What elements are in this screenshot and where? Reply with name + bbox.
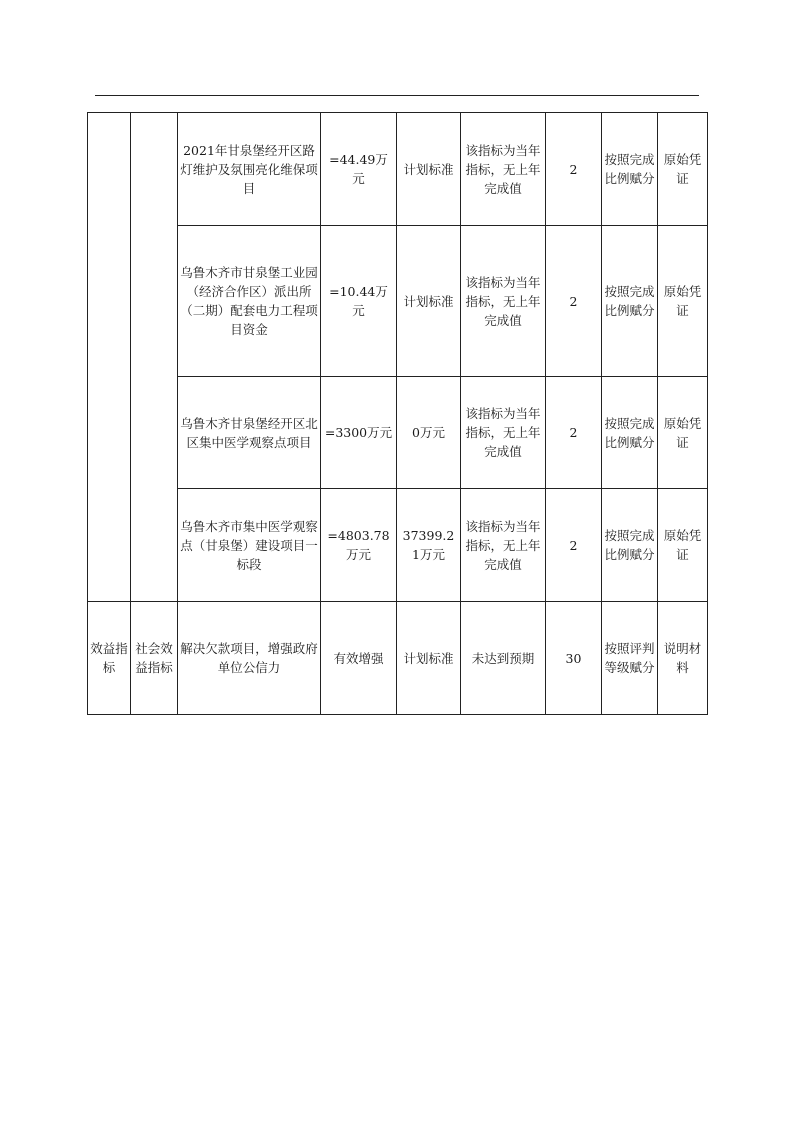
level2-indicator-cell: 社会效益指标 [131, 602, 178, 715]
evidence-cell: 原始凭证 [658, 226, 708, 377]
analysis-cell: 该指标为当年指标，无上年完成值 [461, 489, 546, 602]
analysis-cell: 未达到预期 [461, 602, 546, 715]
actual-value-cell: 0万元 [397, 377, 461, 489]
table-row [88, 226, 708, 377]
evidence-cell: 原始凭证 [658, 377, 708, 489]
target-value-cell: =3300万元 [321, 377, 397, 489]
target-value-cell: 有效增强 [321, 602, 397, 715]
performance-table [87, 112, 708, 715]
weight-cell: 2 [546, 226, 602, 377]
weight-cell: 2 [546, 113, 602, 226]
level1-indicator-cell: 效益指标 [88, 602, 131, 715]
level1-cell-empty [88, 113, 131, 602]
scoring-method-cell: 按照完成比例赋分 [602, 489, 658, 602]
table-row [88, 113, 708, 226]
analysis-cell: 该指标为当年指标，无上年完成值 [461, 377, 546, 489]
scoring-method-cell: 按照完成比例赋分 [602, 226, 658, 377]
project-name-cell: 乌鲁木齐市甘泉堡工业园（经济合作区）派出所（二期）配套电力工程项目资金 [178, 226, 321, 377]
analysis-cell: 该指标为当年指标，无上年完成值 [461, 226, 546, 377]
scoring-method-cell: 按照完成比例赋分 [602, 377, 658, 489]
evidence-cell: 原始凭证 [658, 113, 708, 226]
project-name-cell: 解决欠款项目，增强政府单位公信力 [178, 602, 321, 715]
project-name-cell: 2021年甘泉堡经开区路灯维护及氛围亮化维保项目 [178, 113, 321, 226]
table-row [88, 489, 708, 602]
scoring-method-cell: 按照评判等级赋分 [602, 602, 658, 715]
actual-value-cell: 计划标准 [397, 113, 461, 226]
weight-cell: 2 [546, 489, 602, 602]
header-rule [95, 95, 699, 96]
project-name-cell: 乌鲁木齐市集中医学观察点（甘泉堡）建设项目一标段 [178, 489, 321, 602]
evidence-cell: 原始凭证 [658, 489, 708, 602]
evidence-cell: 说明材料 [658, 602, 708, 715]
weight-cell: 2 [546, 377, 602, 489]
level2-cell-empty [131, 113, 178, 602]
actual-value-cell: 计划标准 [397, 602, 461, 715]
scoring-method-cell: 按照完成比例赋分 [602, 113, 658, 226]
actual-value-cell: 计划标准 [397, 226, 461, 377]
project-name-cell: 乌鲁木齐甘泉堡经开区北区集中医学观察点项目 [178, 377, 321, 489]
target-value-cell: =44.49万元 [321, 113, 397, 226]
table-row [88, 602, 708, 715]
actual-value-cell: 37399.21万元 [397, 489, 461, 602]
table-row [88, 377, 708, 489]
weight-cell: 30 [546, 602, 602, 715]
target-value-cell: =10.44万元 [321, 226, 397, 377]
analysis-cell: 该指标为当年指标，无上年完成值 [461, 113, 546, 226]
target-value-cell: =4803.78万元 [321, 489, 397, 602]
